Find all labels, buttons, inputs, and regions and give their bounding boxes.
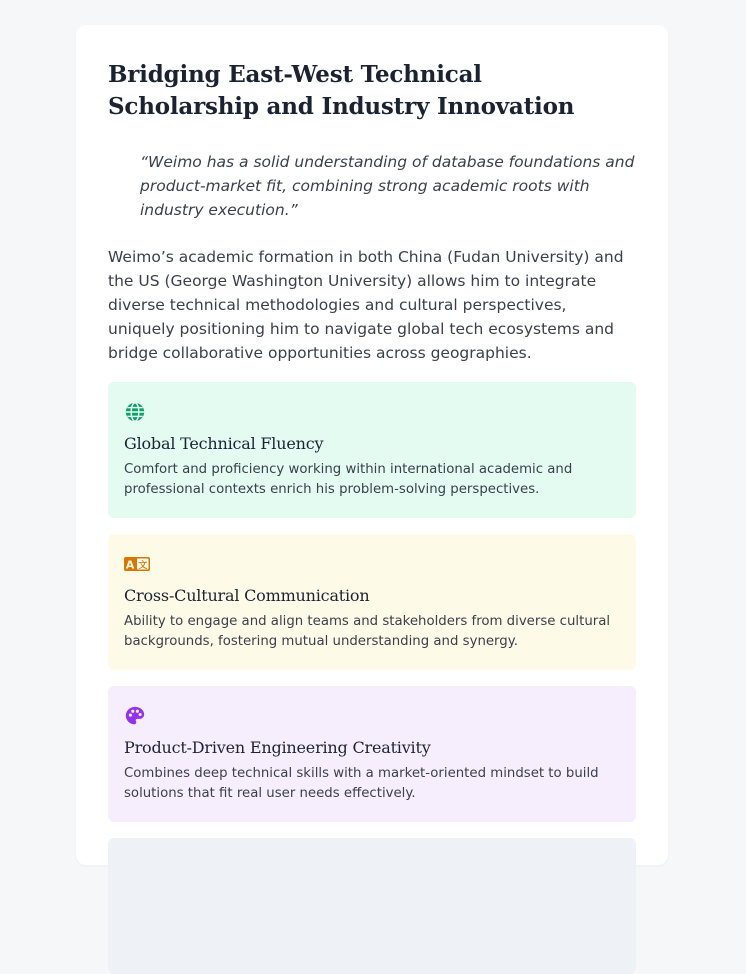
testimonial-quote: “Weimo has a solid understanding of database foundations and product-market fit, combining strong academic roots with industry execution.” [140,153,635,219]
feature-description: Combines deep technical skills with a market-oriented mindset to build solutions that fit real user needs effectively. [124,766,599,801]
lead-paragraph: Weimo’s academic formation in both China (Fudan University) and the US (George Washington University) allows him to integrate diverse technical methodologies and cultural perspectives, uniquely positioning him to navigate global tech ecosystems and bridge collaborative opportunities across geographies. [108,248,624,362]
feature-card-global-fluency [108,382,636,518]
translate-icon [124,553,146,575]
feature-title: Cross-Cultural Communication [124,586,370,605]
svg-text:A: A [125,558,135,572]
feature-card-cross-cultural [108,534,636,670]
feature-card-partial [108,838,636,974]
page-title: Bridging East-West Technical Scholarship and Industry Innovation [108,61,575,120]
feature-description: Comfort and proficiency working within international academic and professional contexts enrich his problem-solving perspectives. [124,462,573,497]
svg-text:文: 文 [138,560,148,571]
content-card [76,25,668,865]
palette-icon [124,705,146,727]
feature-title: Global Technical Fluency [124,434,324,453]
content-inner [108,59,636,974]
feature-description: Ability to engage and align teams and stakeholders from diverse cultural backgrounds, fostering mutual understanding and synergy. [124,614,611,649]
feature-card-product-creativity [108,686,636,822]
globe-icon [124,401,146,423]
feature-title: Product-Driven Engineering Creativity [124,738,431,757]
